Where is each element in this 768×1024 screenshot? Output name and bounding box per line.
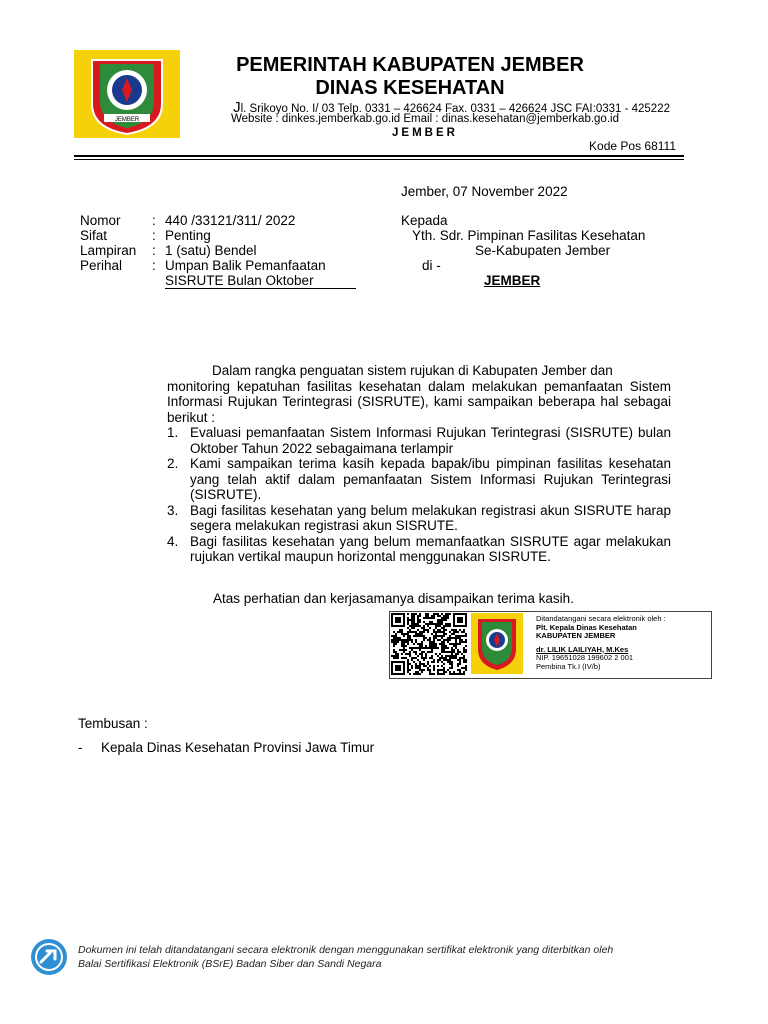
qr-code-icon: [391, 613, 467, 675]
header-org-line1: PEMERINTAH KABUPATEN JEMBER: [236, 54, 584, 76]
meta-value-sifat: Penting: [165, 228, 211, 243]
header-address: Jl. Srikoyo No. I/ 03 Telp. 0331 – 426624 Fax. 0331 – 426624 JSC FAI:0331 - 425222: [233, 99, 670, 116]
meta-colon: :: [152, 243, 156, 258]
svg-text:JEMBER: JEMBER: [114, 117, 140, 123]
meta-colon: :: [152, 228, 156, 243]
meta-colon: :: [152, 258, 156, 273]
signer-rank: Pembina Tk.I (IV/b): [536, 661, 601, 671]
header-website: Website : dinkes.jemberkab.go.id Email : dinas.kesehatan@jemberkab.go.id: [231, 113, 619, 125]
list-item: 1. Evaluasi pemanfaatan Sistem Informasi Rujukan Terintegrasi (SISRUTE) bulan Oktober Tahun 2022 sebagaimana terlampir: [167, 425, 671, 456]
list-item: 2. Kami sampaikan terima kasih kepada bapak/ibu pimpinan fasilitas kesehatan yang telah aktif dalam pemanfaatan Sistem Informasi Rujukan Terintegrasi (SISRUTE).: [167, 456, 671, 502]
header-rule-thin: [74, 159, 684, 160]
letter-body: [167, 363, 671, 565]
signature-details: Ditandatangani secara elektronik oleh : Plt. Kepala Dinas Kesehatan KABUPATEN JEMBER dr. LILIK LAILIYAH, M.Kes NIP. 19651028 199602 2 001 Pembina Tk.I (IV/b): [536, 614, 666, 671]
tembusan-bullet: -: [78, 740, 83, 755]
closing-line: Atas perhatian dan kerjasamanya disampaikan terima kasih.: [213, 591, 574, 606]
jember-logo: [74, 50, 180, 138]
header-postal-code: Kode Pos 68111: [589, 139, 676, 153]
meta-value-nomor: 440 /33121/311/ 2022: [165, 213, 296, 228]
signer-name: dr. LILIK LAILIYAH, M.Kes: [536, 644, 629, 654]
intro-first-line: Dalam rangka penguatan sistem rujukan di Kabupaten Jember dan: [212, 363, 613, 378]
header-rule-thick: [74, 155, 684, 157]
points-list: [167, 425, 671, 565]
meta-value-perihal-line2: SISRUTE Bulan Oktober: [165, 273, 356, 289]
signer-nip: NIP. 19651028 199602 2 001: [536, 653, 634, 662]
header-org-line2: DINAS KESEHATAN: [315, 77, 505, 99]
meta-value-perihal: Umpan Balik Pemanfaatan: [165, 258, 326, 273]
meta-label-lampiran: Lampiran: [80, 243, 137, 258]
meta-label-nomor: Nomor: [80, 213, 121, 228]
recipient-kepada: Kepada: [401, 213, 448, 228]
jember-logo-small: [471, 613, 523, 674]
recipient-line1: Yth. Sdr. Pimpinan Fasilitas Kesehatan: [412, 228, 646, 243]
intro-paragraph: monitoring kepatuhan fasilitas kesehatan dalam melakukan pemanfaatan Sistem Informasi Rujukan Terintegrasi (SISRUTE), kami sampaikan beberapa hal sebagai berikut :: [167, 378, 671, 425]
tembusan-label: Tembusan :: [78, 716, 148, 731]
tembusan-item: Kepala Dinas Kesehatan Provinsi Jawa Timur: [101, 740, 375, 755]
bsre-seal-icon: [30, 938, 68, 976]
recipient-di: di -: [422, 258, 441, 273]
footer-disclaimer: Dokumen ini telah ditandatangani secara elektronik dengan menggunakan sertifikat elektronik yang diterbitkan oleh Balai Sertifikasi Elektronik (BSrE) Badan Siber dan Sandi Negara: [78, 944, 614, 970]
recipient-city: JEMBER: [484, 273, 541, 288]
letter-date: Jember, 07 November 2022: [401, 184, 568, 199]
meta-value-lampiran: 1 (satu) Bendel: [165, 243, 257, 258]
list-item: 4. Bagi fasilitas kesehatan yang belum memanfaatkan SISRUTE agar melakukan rujukan vertikal maupun horizontal menggunakan SISRUTE.: [167, 533, 671, 564]
meta-label-sifat: Sifat: [80, 228, 108, 243]
list-item: 3. Bagi fasilitas kesehatan yang belum melakukan registrasi akun SISRUTE harap segera melakukan registrasi akun SISRUTE.: [167, 502, 671, 533]
meta-label-perihal: Perihal: [80, 258, 123, 273]
header-city: JEMBER: [392, 127, 458, 139]
meta-colon: :: [152, 213, 156, 228]
recipient-line2: Se-Kabupaten Jember: [475, 243, 611, 258]
